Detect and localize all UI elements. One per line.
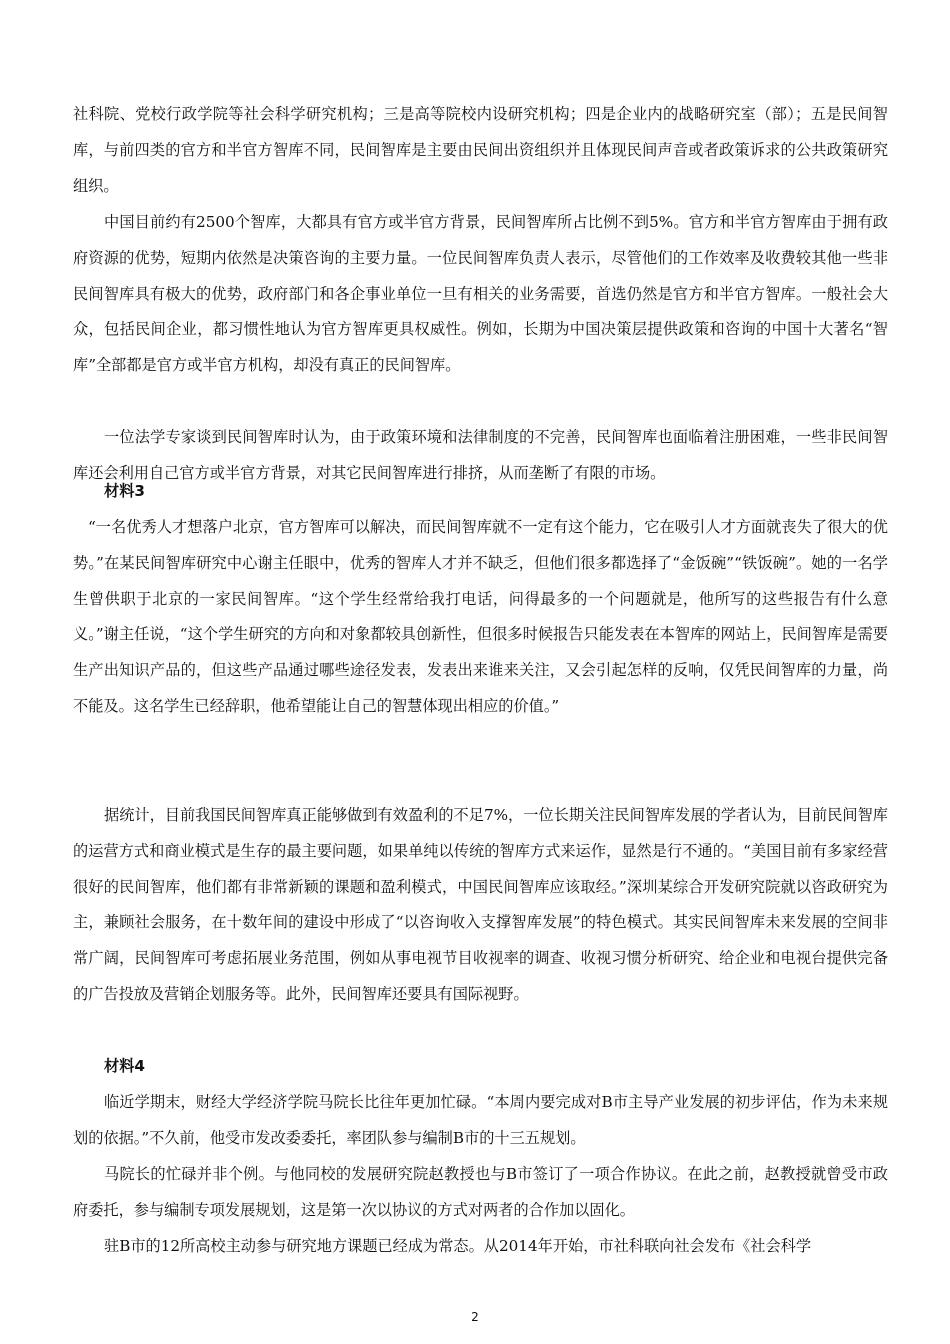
paragraph-statistics: 据统计，目前我国民间智库真正能够做到有效盈利的不足7%，一位长期关注民间智库发展的学者认为，目前民间智库的运营方式和商业模式是生存的最主要问题，如果单纯以传统的智库方式来运作，显然是行不通的。“美国目前有多家经营很好的民间智库，他们都有非常新颖的课题和盈利模式，中国民间智库应该取经。”深圳某综合开发研究院就以咨政研究为主，兼顾社会服务，在十数年间的建设中形成了“以咨询收入支撑智库发展”的特色模式。其实民间智库未来发展的空间非常广阔，民间智库可考虑拓展业务范围，例如从事电视节目收视率的调查、收视习惯分析研究、给企业和电视台提供完备的广告投放及营销企划服务等。此外，民间智库还要具有国际视野。 <box>73 806 888 1003</box>
paragraph-professor-zhao: 马院长的忙碌并非个例。与他同校的发展研究院赵教授也与B市签订了一项合作协议。在此之前，赵教授就曾受市政府委托，参与编制专项发展规划，这是第一次以协议的方式对两者的合作加以固化。 <box>73 1165 888 1219</box>
paragraph-think-tank-types: 社科院、党校行政学院等社会科学研究机构；三是高等院校内设研究机构；四是企业内的战略研究室（部）；五是民间智库，与前四类的官方和半官方智库不同，民间智库是主要由民间出资组织并且体现民间声音或者政策诉求的公共政策研究组织。 <box>73 105 888 195</box>
paragraph-talent-quote: “一名优秀人才想落户北京，官方智库可以解决，而民间智库就不一定有这个能力，它在吸引人才方面就丧失了很大的优势。”在某民间智库研究中心谢主任眼中，优秀的智库人才并不缺乏，但他们很多都选择了“金饭碗”“铁饭碗”。她的一名学生曾供职于北京的一家民间智库。“这个学生经常给我打电话，问得最多的一个问题就是，他所写的这些报告有什么意义。”谢主任说，“这个学生研究的方向和对象都较具创新性，但很多时候报告只能发表在本智库的网站上，民间智库是需要生产出知识产品的，但这些产品通过哪些途径发表，发表出来谁来关注，又会引起怎样的反响，仅凭民间智库的力量，尚不能及。这名学生已经辞职，他希望能让自己的智慧体现出相应的价值。” <box>73 518 888 715</box>
paragraph-dean-ma: 临近学期末，财经大学经济学院马院长比往年更加忙碌。“本周内要完成对B市主导产业发展的初步评估，作为未来规划的依据。”不久前，他受市发改委委托，率团队参与编制B市的十三五规划。 <box>73 1093 888 1147</box>
page-number: 2 <box>471 1310 479 1324</box>
heading-material-4: 材料4 <box>104 1057 145 1075</box>
heading-material-3: 材料3 <box>104 482 145 500</box>
paragraph-legal-expert: 一位法学专家谈到民间智库时认为，由于政策环境和法律制度的不完善，民间智库也面临着注册困难，一些非民间智库还会利用自己官方或半官方背景，对其它民间智库进行排挤，从而垄断了有限的市场。 <box>73 428 888 482</box>
paragraph-universities: 驻B市的12所高校主动参与研究地方课题已经成为常态。从2014年开始，市社科联向社会发布《社会科学 <box>104 1237 812 1255</box>
paragraph-think-tank-count: 中国目前约有2500个智库，大都具有官方或半官方背景，民间智库所占比例不到5%。官方和半官方智库由于拥有政府资源的优势，短期内依然是决策咨询的主要力量。一位民间智库负责人表示，尽管他们的工作效率及收费较其他一些非民间智库具有极大的优势，政府部门和各企事业单位一旦有相关的业务需要，首选仍然是官方和半官方智库。一般社会大众，包括民间企业，都习惯性地认为官方智库更具权威性。例如，长期为中国决策层提供政策和咨询的中国十大著名“智库”全部都是官方或半官方机构，却没有真正的民间智库。 <box>73 213 888 375</box>
